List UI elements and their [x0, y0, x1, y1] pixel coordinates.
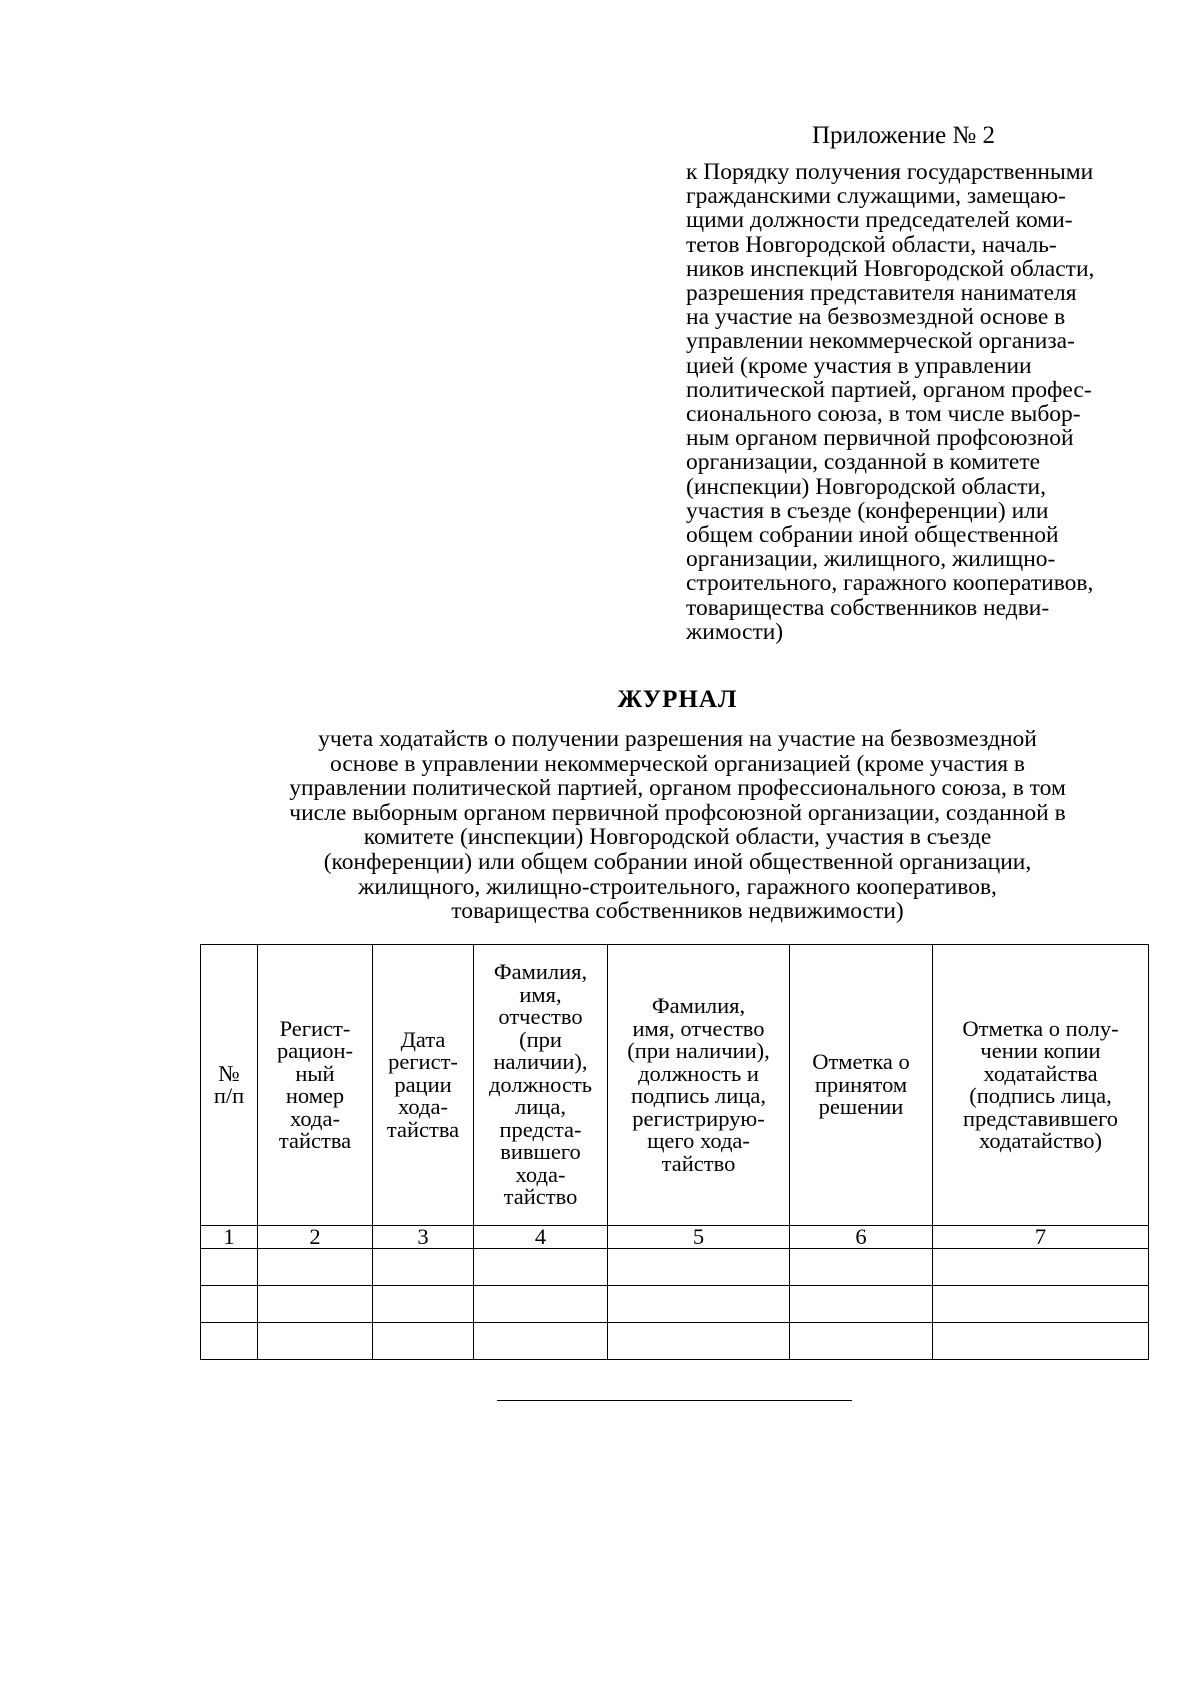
table-cell — [201, 1286, 258, 1323]
header-line: предста- — [499, 1116, 582, 1142]
table-cell — [258, 1249, 373, 1286]
column-number: 5 — [608, 1226, 790, 1249]
appendix-line: политической партией, органом профес- — [686, 376, 1092, 403]
table-cell — [608, 1286, 790, 1323]
subtitle-line: учета ходатайств о получении разрешения на участие на безвозмездной — [318, 726, 1037, 752]
table-cell — [790, 1249, 933, 1286]
table-cell — [258, 1323, 373, 1360]
header-cell-decision — [790, 945, 933, 1226]
subtitle-line: числе выборным органом первичной профсоюзной организации, созданной в — [289, 799, 1066, 826]
column-number: 2 — [258, 1226, 373, 1249]
appendix-line: щими должности председателей коми- — [686, 207, 1073, 234]
journal-table — [200, 944, 1149, 1360]
header-line: ходатайства — [983, 1060, 1098, 1086]
table-cell — [201, 1249, 258, 1286]
table-cell — [933, 1286, 1149, 1323]
appendix-line: к Порядку получения государственными — [686, 159, 1094, 185]
header-line: хода- — [515, 1161, 566, 1187]
journal-title: ЖУРНАЛ — [617, 686, 738, 713]
header-line: тайства — [386, 1116, 460, 1142]
column-number: 7 — [933, 1226, 1149, 1249]
subtitle-line: основе в управлении некоммерческой организацией (кроме участия в — [330, 750, 1025, 777]
appendix-description — [686, 160, 1156, 644]
appendix-line: жимости) — [686, 618, 784, 645]
appendix-line: ников инспекций Новгородской области, — [686, 255, 1095, 282]
appendix-line: организации, жилищного, жилищно- — [686, 546, 1056, 573]
header-cell-registrar — [608, 945, 790, 1226]
header-line: ный — [295, 1060, 335, 1086]
header-line: (подпись лица, — [969, 1083, 1112, 1108]
table-cell — [373, 1286, 474, 1323]
header-row — [201, 945, 1149, 1226]
appendix-line: тетов Новгородской области, началь- — [686, 231, 1057, 258]
header-line: Фамилия, — [651, 993, 746, 1018]
column-number: 1 — [201, 1226, 258, 1249]
subtitle-line: жилищного, жилищно-строительного, гаражного кооперативов, — [358, 873, 997, 900]
header-cell-registration-number — [258, 945, 373, 1226]
header-line: щего хода- — [647, 1128, 750, 1153]
header-line: чении копии — [980, 1038, 1101, 1063]
subtitle-line: управлении политической партией, органом профессионального союза, в том — [289, 775, 1066, 802]
table-cell — [608, 1249, 790, 1286]
appendix-line: ным органом первичной профсоюзной — [686, 425, 1074, 452]
header-line: принятом — [814, 1071, 908, 1097]
column-number-row — [201, 1226, 1149, 1249]
subtitle-line: товарищества собственников недвижимости) — [451, 898, 904, 925]
header-line: (при наличии), — [627, 1038, 770, 1063]
appendix-line: гражданскими служащими, замещаю- — [686, 183, 1066, 210]
appendix-line: товарищества собственников недви- — [686, 594, 1050, 621]
table-cell — [474, 1249, 608, 1286]
header-line: подпись лица, — [631, 1083, 766, 1108]
appendix-line: участия в съезде (конференции) или — [686, 497, 1049, 524]
appendix-line: строительного, гаражного кооперативов, — [686, 570, 1094, 597]
table-cell — [474, 1323, 608, 1360]
header-cell-number — [201, 945, 258, 1226]
header-line: отчество — [498, 1004, 583, 1030]
table-row — [201, 1286, 1149, 1323]
table-cell — [933, 1323, 1149, 1360]
header-line: Отметка о — [812, 1049, 910, 1075]
header-line: должность и — [638, 1060, 759, 1086]
column-number: 3 — [373, 1226, 474, 1249]
table-cell — [373, 1323, 474, 1360]
header-line: тайство — [661, 1150, 736, 1176]
header-line: имя, — [519, 981, 562, 1007]
table-cell — [258, 1286, 373, 1323]
table-cell — [373, 1249, 474, 1286]
appendix-line: организации, созданной в комитете — [686, 449, 1041, 476]
table-row — [201, 1323, 1149, 1360]
column-number: 6 — [790, 1226, 933, 1249]
header-line: регист- — [388, 1049, 458, 1075]
header-line: имя, отчество — [632, 1015, 765, 1041]
header-line: рацион- — [276, 1038, 354, 1063]
header-cell-copy-receipt — [933, 945, 1149, 1226]
table-cell — [474, 1286, 608, 1323]
subtitle-line: комитете (инспекции) Новгородской области, участия в съезде — [363, 824, 992, 851]
header-line: номер — [285, 1083, 345, 1108]
appendix-line: разрешения представителя нанимателя — [686, 280, 1077, 307]
table-cell — [933, 1249, 1149, 1286]
header-line: лица, — [515, 1094, 566, 1120]
appendix-line: сионального союза, в том числе выбор- — [686, 401, 1081, 428]
closing-divider — [497, 1400, 852, 1401]
header-line: № — [218, 1060, 240, 1086]
appendix-line: управлении некоммерческой организа- — [686, 328, 1075, 355]
header-cell-registration-date — [373, 945, 474, 1226]
table-cell — [201, 1323, 258, 1360]
header-line: должность — [488, 1071, 593, 1097]
table-cell — [608, 1323, 790, 1360]
appendix-line: цией (кроме участия в управлении — [686, 352, 1032, 379]
header-line: рации — [394, 1071, 452, 1097]
header-line: Регист- — [279, 1015, 351, 1041]
subtitle-line: (конференции) или общем собрании иной общественной организации, — [323, 848, 1032, 875]
header-line: представившего — [962, 1105, 1119, 1131]
journal-subtitle — [200, 727, 1155, 924]
header-line: (при — [519, 1026, 562, 1052]
header-line: хода- — [398, 1094, 448, 1120]
header-line: регистрирую- — [632, 1105, 765, 1131]
table-cell — [790, 1323, 933, 1360]
header-line: п/п — [213, 1083, 245, 1108]
header-line: наличии), — [493, 1049, 588, 1075]
header-line: Фамилия, — [493, 959, 588, 985]
header-line: тайства — [278, 1128, 352, 1153]
appendix-line: (инспекции) Новгородской области, — [686, 473, 1046, 500]
header-line: ходатайство) — [978, 1128, 1102, 1153]
column-number: 4 — [474, 1226, 608, 1249]
appendix-line: общем собрании иной общественной — [686, 522, 1059, 549]
table-row — [201, 1249, 1149, 1286]
appendix-line: на участие на безвозмездной основе в — [686, 304, 1066, 331]
header-line: решении — [818, 1094, 904, 1120]
header-line: Отметка о полу- — [962, 1015, 1119, 1041]
header-cell-applicant — [474, 945, 608, 1226]
appendix-title: Приложение № 2 — [812, 122, 996, 149]
header-line: хода- — [290, 1105, 340, 1131]
header-line: вившего — [500, 1139, 581, 1165]
table-cell — [790, 1286, 933, 1323]
header-line: тайство — [503, 1184, 578, 1210]
header-line: Дата — [400, 1026, 446, 1052]
